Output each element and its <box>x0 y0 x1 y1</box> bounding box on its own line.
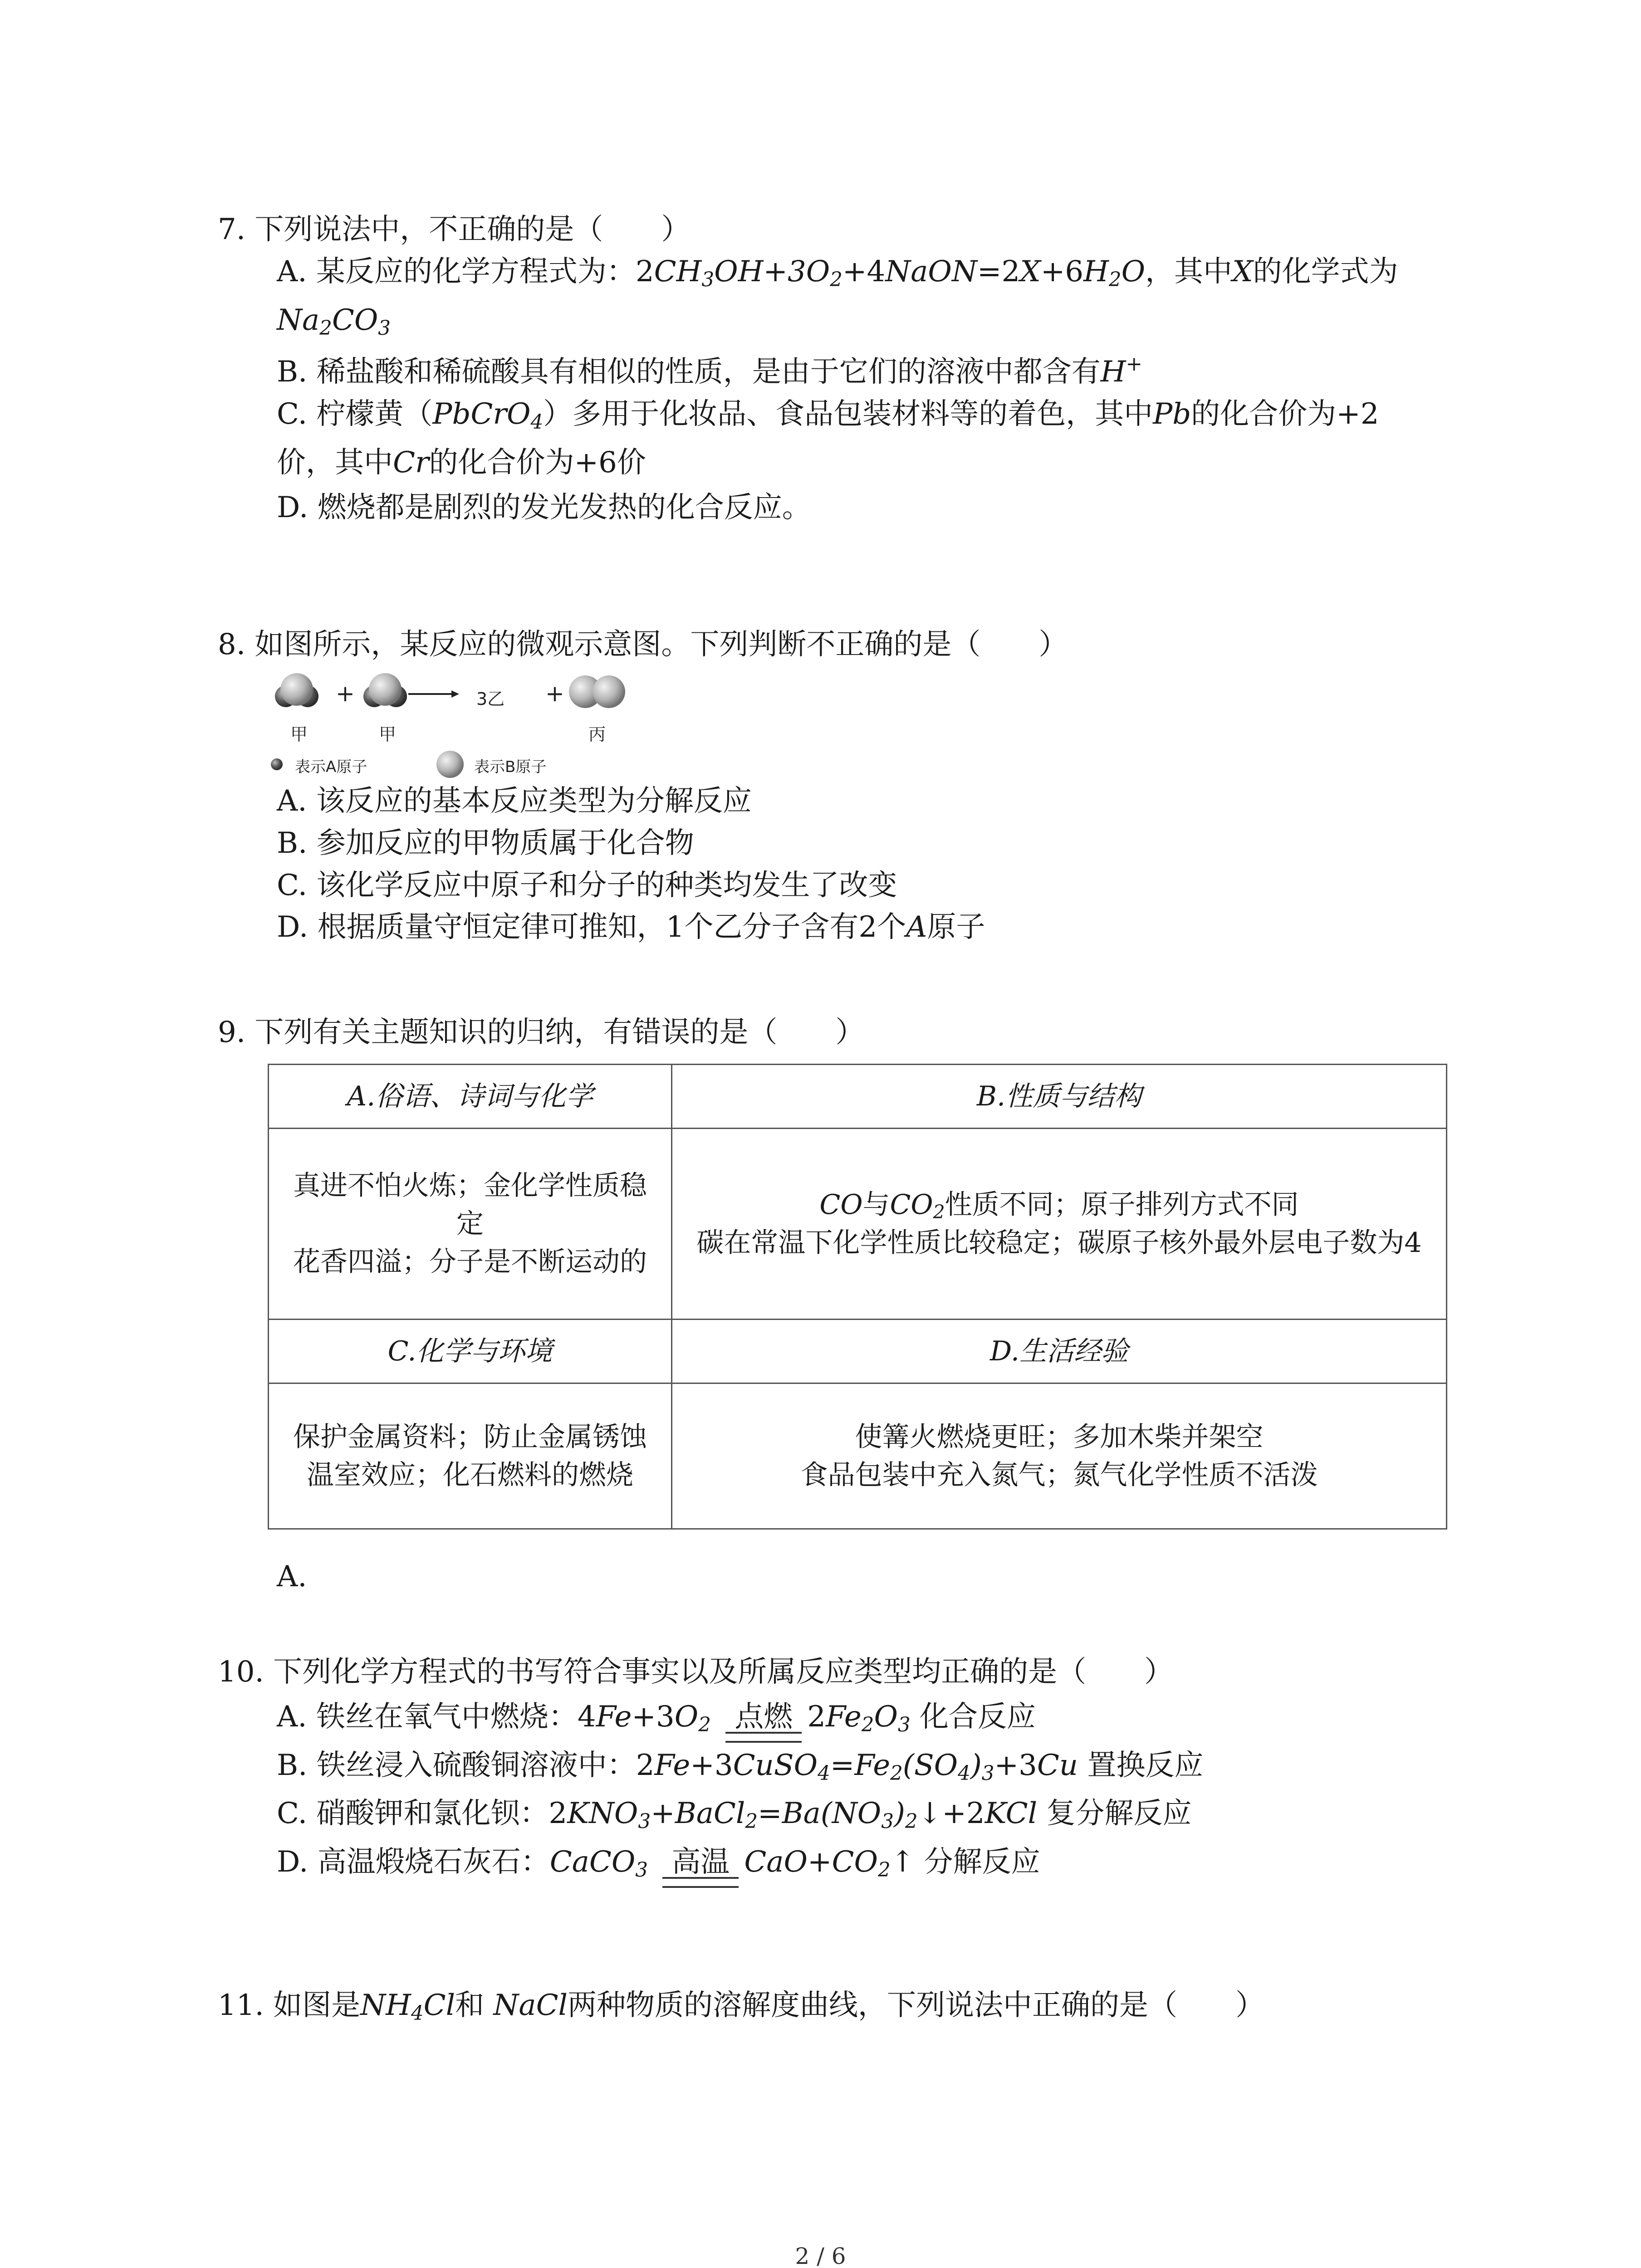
question-10-stem: 10. 下列化学方程式的书写符合事实以及所属反应类型均正确的是（ ） <box>218 1655 1174 1689</box>
question-7-option-a: A. 某反应的化学方程式为：$2CH_3OH+3O_2+4NaON=2X+6H_2O$，其中X的化学式为 $Na_2CO_3$ <box>277 254 1398 340</box>
page-number: 2 / 6 <box>795 2243 846 2268</box>
plus-sign-2: + <box>545 680 564 707</box>
question-8-option-a: A. 该反应的基本反应类型为分解反应 <box>277 784 752 818</box>
condition-high-temp: 高温 <box>661 1841 740 1883</box>
question-10-option-a: A. 铁丝在氧气中燃烧：$4Fe+3O_2$ 点燃 $2Fe_2O_3$ 化合反应 <box>277 1696 1452 1738</box>
question-8-option-d: D. 根据质量守恒定律可推知，1个乙分子含有2个A原子 <box>277 910 985 944</box>
question-7-stem: 7. 下列说法中，不正确的是（ ） <box>218 213 691 246</box>
molecule-jia-2 <box>363 673 407 707</box>
knowledge-table <box>268 1064 1447 1530</box>
legend-atom-b-icon <box>436 751 464 778</box>
table-head-c: C.化学与环境 <box>269 1320 672 1383</box>
question-10 <box>218 1651 1452 1883</box>
reaction-diagram <box>268 671 721 789</box>
question-9 <box>218 1012 1452 1054</box>
legend-a-text: 表示A原子 <box>295 758 367 776</box>
question-9-stem: 9. 下列有关主题知识的归纳，有错误的是（ ） <box>218 1016 865 1049</box>
legend-atom-a-icon <box>271 758 283 770</box>
table-cell-c: 保护金属资料；防止金属锈蚀 温室效应；化石燃料的燃烧 <box>269 1383 672 1529</box>
label-jia-2: 甲 <box>379 724 397 744</box>
plus-sign-1: + <box>336 680 355 707</box>
condition-ignite: 点燃 <box>724 1696 803 1738</box>
question-10-option-b: B. 铁丝浸入硫酸铜溶液中：$2Fe+3CuSO_4=Fe_2(SO_4)_3+3Cu$ 置换反应 <box>277 1748 1204 1785</box>
table-cell-d: 使篝火燃烧更旺；多加木柴并架空 食品包装中充入氮气；氮气化学性质不活泼 <box>672 1383 1447 1529</box>
table-cell-a: 真进不怕火炼；金化学性质稳定 花香四溢；分子是不断运动的 <box>269 1129 672 1320</box>
question-7-option-b: B. 稀盐酸和稀硫酸具有相似的性质，是由于它们的溶液中都含有H+ <box>277 353 1142 389</box>
label-yi: 3乙 <box>476 689 505 709</box>
table-head-a: A.俗语、诗词与化学 <box>269 1065 672 1129</box>
molecule-bing <box>569 675 625 708</box>
question-8-option-c: C. 该化学反应中原子和分子的种类均发生了改变 <box>277 868 897 902</box>
question-8-options <box>218 780 1452 948</box>
molecule-jia-1 <box>275 673 318 707</box>
question-9-option-a: A. <box>277 1560 307 1593</box>
table-head-b: B.性质与结构 <box>672 1065 1447 1129</box>
question-10-option-c: C. 硝酸钾和氯化钡：$2KNO_3+BaCl_2=Ba(NO_3)_2↓+2KCl$ 复分解反应 <box>277 1797 1192 1833</box>
table-cell-b: CO与$CO_2$性质不同；原子排列方式不同 碳在常温下化学性质比较稳定；碳原子核外最外层电子数为4 <box>672 1129 1447 1320</box>
question-7-option-d: D. 燃烧都是剧烈的发光发热的化合反应。 <box>277 490 811 524</box>
reaction-arrow <box>408 690 459 698</box>
question-8-stem: 8. 如图所示，某反应的微观示意图。下列判断不正确的是（ ） <box>218 628 1068 661</box>
question-11 <box>218 1984 1452 2027</box>
table-head-d: D.生活经验 <box>672 1320 1447 1383</box>
question-10-option-d: D. 高温煅烧石灰石：CaCO$_3$ 高温 $CaO+CO_2↑$ 分解反应 <box>277 1841 1452 1883</box>
question-11-stem: 11. 如图是$NH_4Cl$和 NaCl两种物质的溶解度曲线，下列说法中正确的是（ ） <box>218 1989 1264 2025</box>
question-8 <box>218 624 1452 666</box>
question-8-option-b: B. 参加反应的甲物质属于化合物 <box>277 826 694 860</box>
label-jia-1: 甲 <box>290 724 308 744</box>
question-9-options <box>218 1556 1452 1598</box>
question-7-option-c: C. 柠檬黄（PbCrO$_4$）多用于化妆品、食品包装材料等的着色，其中Pb的化合价为+2 价，其中Cr的化合价为+6价 <box>277 397 1379 479</box>
question-7 <box>218 209 1452 529</box>
label-bing: 丙 <box>588 724 606 744</box>
legend-b-text: 表示B原子 <box>474 758 547 776</box>
